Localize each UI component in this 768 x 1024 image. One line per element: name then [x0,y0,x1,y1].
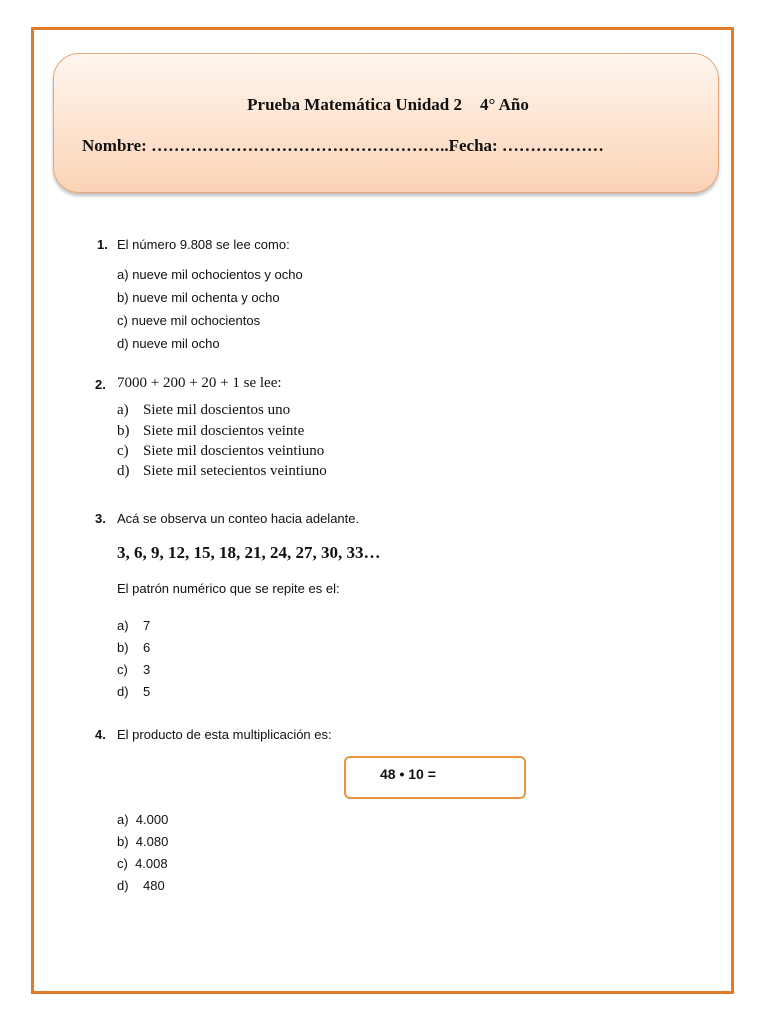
question-3-text: Acá se observa un conteo hacia adelante. [117,511,360,526]
question-2-text: 7000 + 200 + 20 + 1 se lee: [117,375,282,391]
question-1-option-a: a) nueve mil ochocientos y ocho [117,267,303,282]
question-1-text: El número 9.808 se lee como: [117,237,290,252]
question-2-option-c: c) Siete mil doscientos veintiuno [117,443,325,459]
question-1-number: 1. [97,237,108,252]
question-4-text: El producto de esta multiplicación es: [117,727,332,742]
question-3-option-b: b) 6 [117,640,151,655]
question-4-option-c: c) 4.008 [117,856,168,871]
question-3-prompt: El patrón numérico que se repite es el: [117,581,340,596]
question-1-option-c: c) nueve mil ochocientos [117,313,261,328]
counting-sequence: 3, 6, 9, 12, 15, 18, 21, 24, 27, 30, 33… [117,543,381,562]
question-1-option-d: d) nueve mil ocho [117,336,220,351]
question-2-number: 2. [95,377,106,392]
question-3-option-d: d) 5 [117,684,151,699]
question-4-number: 4. [95,727,106,742]
question-4-option-d: d) 480 [117,878,165,893]
question-3-option-a: a) 7 [117,618,151,633]
multiplication-expression: 48 • 10 = [380,766,436,782]
question-4-option-a: a) 4.000 [117,812,169,827]
header-box [53,53,719,193]
question-2-option-a: a) Siete mil doscientos uno [117,402,291,418]
question-3-number: 3. [95,511,106,526]
grade-text: 4° Año [480,95,529,114]
title-text: Prueba Matemática Unidad 2 [247,95,462,114]
name-date-line: Nombre: ……………………………………………..Fecha: ……………… [82,136,604,155]
question-2-option-d: d) Siete mil setecientos veintiuno [117,463,327,479]
question-4-option-b: b) 4.080 [117,834,169,849]
question-2-option-b: b) Siete mil doscientos veinte [117,423,305,439]
question-1-option-b: b) nueve mil ochenta y ocho [117,290,280,305]
question-3-option-c: c) 3 [117,662,151,677]
test-title [0,95,768,115]
